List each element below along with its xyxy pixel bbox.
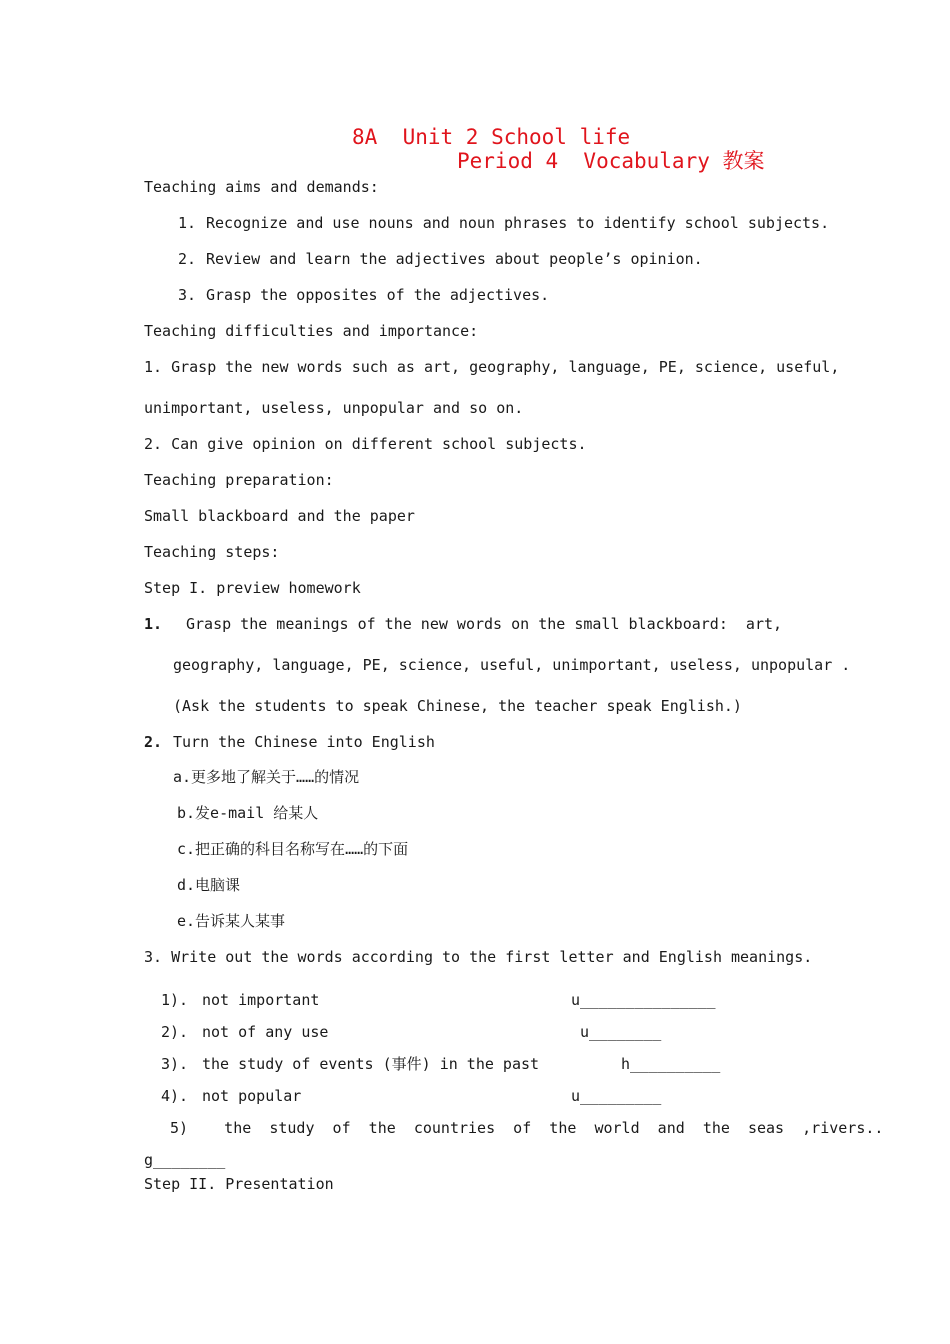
- row-text: not of any use: [202, 1023, 329, 1041]
- aims-item-number: 2.: [178, 250, 197, 268]
- task-1-line-1: Grasp the meanings of the new words on the small blackboard: art,: [186, 615, 783, 633]
- task-1-line-3: (Ask the students to speak Chinese, the teacher speak English.): [173, 697, 742, 715]
- preparation-text: Small blackboard and the paper: [144, 507, 415, 525]
- list-item: e.告诉某人某事: [177, 912, 286, 930]
- aims-item-number: 1.: [178, 214, 197, 232]
- list-item: d.电脑课: [177, 876, 241, 894]
- answer-blank: u_______________: [571, 991, 716, 1009]
- aims-item-number: 3.: [178, 286, 197, 304]
- answer-blank: u________: [580, 1023, 662, 1041]
- title-line-1: 8A Unit 2 School life: [352, 125, 631, 149]
- row-number: 4).: [161, 1087, 189, 1105]
- row-5-line-2: g________: [144, 1151, 226, 1169]
- aims-item-text: Grasp the opposites of the adjectives.: [206, 286, 550, 304]
- list-item: b.发e-mail 给某人: [177, 804, 319, 822]
- title-line-2: Period 4 Vocabulary 教案: [457, 149, 765, 173]
- row-text: not important: [202, 991, 320, 1009]
- row-number: 2).: [161, 1023, 189, 1041]
- answer-blank: h__________: [621, 1055, 721, 1073]
- preparation-heading: Teaching preparation:: [144, 471, 334, 489]
- row-text: not popular: [202, 1087, 302, 1105]
- difficulties-heading: Teaching difficulties and importance:: [144, 322, 479, 340]
- task-3-heading: 3. Write out the words according to the first letter and English meanings.: [144, 948, 813, 966]
- task-1-number: 1.: [144, 615, 163, 633]
- step-2-heading: Step II. Presentation: [144, 1175, 334, 1193]
- aims-heading: Teaching aims and demands:: [144, 178, 379, 196]
- difficulties-item-1-line-2: unimportant, useless, unpopular and so on.: [144, 399, 524, 417]
- task-1-line-2: geography, language, PE, science, useful, unimportant, useless, unpopular .: [173, 656, 851, 674]
- answer-blank: u_________: [571, 1087, 662, 1105]
- steps-heading: Teaching steps:: [144, 543, 280, 561]
- list-item: c.把正确的科目名称写在……的下面: [177, 840, 409, 858]
- row-number: 1).: [161, 991, 189, 1009]
- difficulties-item-1-line-1: 1. Grasp the new words such as art, geography, language, PE, science, useful,: [144, 358, 840, 376]
- aims-item-text: Recognize and use nouns and noun phrases to identify school subjects.: [206, 214, 830, 232]
- difficulties-item-2: 2. Can give opinion on different school subjects.: [144, 435, 587, 453]
- row-text: the study of events (事件) in the past: [202, 1055, 540, 1073]
- aims-item-text: Review and learn the adjectives about people’s opinion.: [206, 250, 703, 268]
- row-5-line-1: 5) the study of the countries of the world and the seas ,rivers..: [170, 1119, 884, 1137]
- task-2-heading: Turn the Chinese into English: [173, 733, 435, 751]
- row-number: 3).: [161, 1055, 189, 1073]
- list-item: a.更多地了解关于……的情况: [173, 768, 360, 786]
- task-2-number: 2.: [144, 733, 163, 751]
- step-1-heading: Step I. preview homework: [144, 579, 361, 597]
